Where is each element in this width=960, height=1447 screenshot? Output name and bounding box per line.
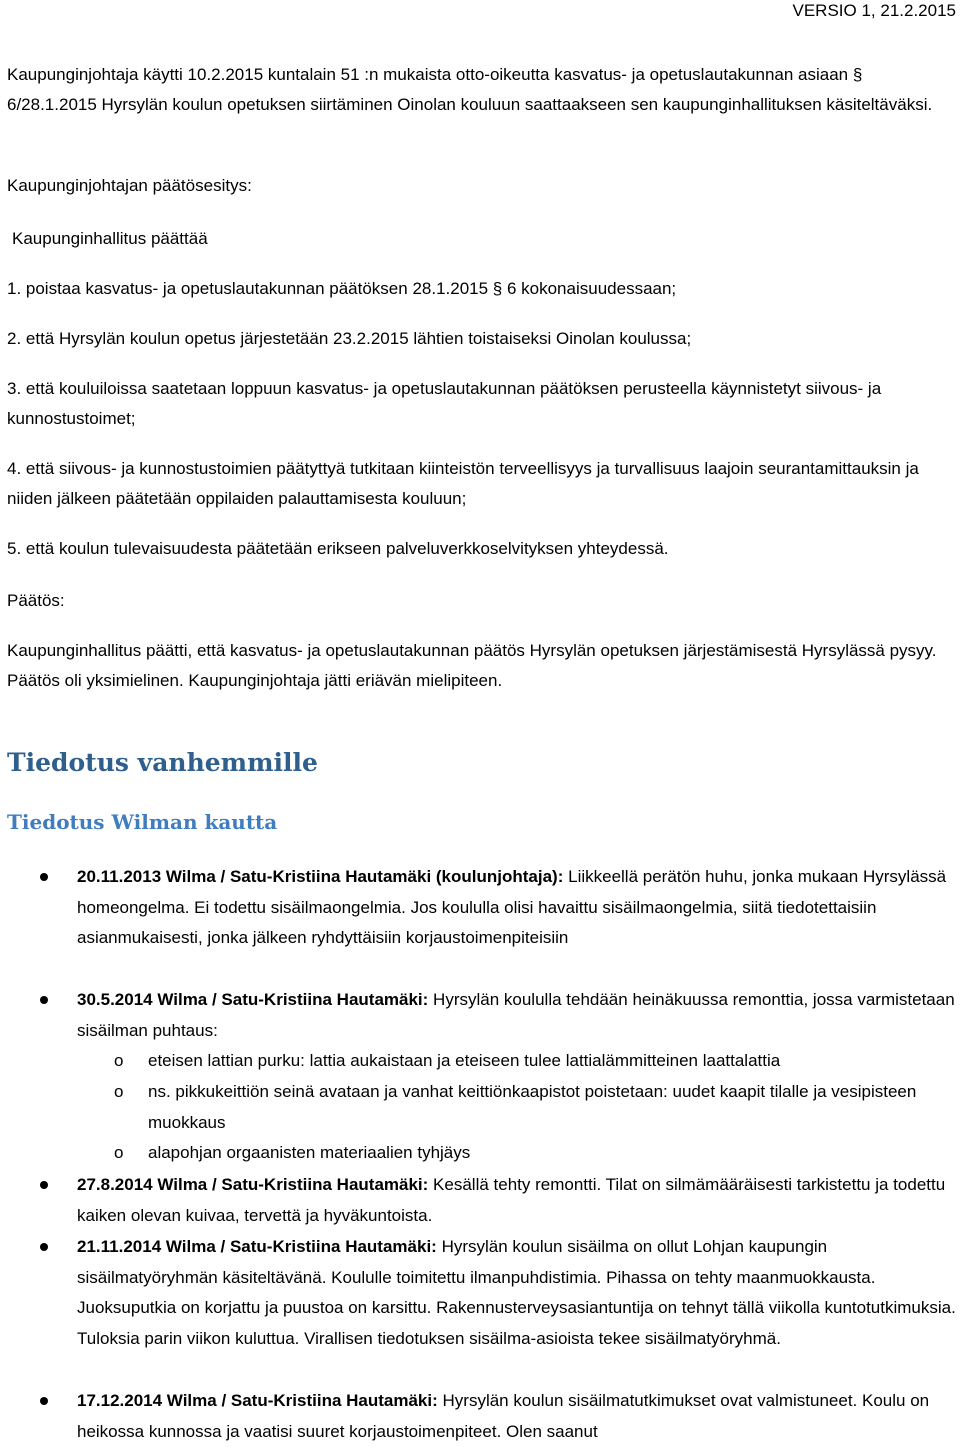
section-subtitle: Tiedotus Wilman kautta bbox=[7, 810, 278, 834]
bullet-heading: 17.12.2014 Wilma / Satu-Kristiina Hautamäki: bbox=[77, 1391, 438, 1410]
bullet-item-5 bbox=[77, 1386, 957, 1447]
bullet-heading: 30.5.2014 Wilma / Satu-Kristiina Hautamäki: bbox=[77, 990, 429, 1009]
bullet-text: Kesällä tehty remontti. Tilat on silmämääräisesti tarkistettu ja todettu kaiken olevan kuivaa, tervettä ja hyväkuntoista. bbox=[77, 1175, 946, 1225]
decision-label: Päätös: bbox=[7, 591, 65, 610]
bullet-text: Hyrsylän koululla tehdään heinäkuussa remonttia, jossa varmistetaan sisäilman puhtaus: bbox=[77, 990, 955, 1040]
bullet-heading: 20.11.2013 Wilma / Satu-Kristiina Hautamäki (koulunjohtaja): bbox=[77, 867, 564, 886]
proposal-item-4: 4. että siivous- ja kunnostustoimien päätyttyä tutkitaan kiinteistön terveellisyys ja turvallisuus laajoin seurantamittauksin ja niiden jälkeen päätetään oppilaiden palauttamisesta kouluun; bbox=[7, 459, 919, 508]
sub-bullet-marker: o bbox=[114, 1051, 124, 1070]
decision-text: Kaupunginhallitus päätti, että kasvatus- ja opetuslautakunnan päätös Hyrsylän opetuksen järjestämisestä Hyrsylässä pysyy. Päätös oli yksimielinen. Kaupunginjohtaja jätti eriävän mielipiteen. bbox=[7, 641, 937, 690]
bullet-dot bbox=[40, 1397, 48, 1405]
sub-item-3: alapohjan orgaanisten materiaalien tyhjäys bbox=[148, 1143, 471, 1162]
version-label: VERSIO 1, 21.2.2015 bbox=[792, 1, 956, 20]
intro-paragraph: Kaupunginjohtaja käytti 10.2.2015 kuntalain 51 :n mukaista otto-oikeutta kasvatus- ja opetuslautakunnan asiaan § 6/28.1.2015 Hyrsylän koulun opetuksen siirtäminen Oinolan kouluun saattaakseen sen kaupunginhallituksen käsiteltäväksi. bbox=[7, 65, 933, 114]
bullet-text: Liikkeellä perätön huhu, jonka mukaan Hyrsylässä homeongelma. Ei todettu sisäilmaongelmia. Jos koululla olisi havaittu sisäilmaongelmia, siitä tiedotettaisiin asianmukaisesti, jonka jälkeen ryhdyttäisiin korjaustoimenpiteisiin bbox=[77, 867, 947, 947]
sub-bullet-marker: o bbox=[114, 1082, 124, 1101]
sub-item-1: eteisen lattian purku: lattia aukaistaan ja eteiseen tulee lattialämmitteinen laattalattia bbox=[148, 1051, 781, 1070]
bullet-dot bbox=[40, 996, 48, 1004]
bullet-dot bbox=[40, 1243, 48, 1251]
section-title: Tiedotus vanhemmille bbox=[7, 748, 318, 777]
bullet-item-1 bbox=[77, 862, 957, 954]
board-decides-label: Kaupunginhallitus päättää bbox=[12, 229, 208, 248]
proposal-item-1: 1. poistaa kasvatus- ja opetuslautakunnan päätöksen 28.1.2015 § 6 kokonaisuudessaan; bbox=[7, 279, 677, 298]
sub-bullet-marker: o bbox=[114, 1143, 124, 1162]
bullet-dot bbox=[40, 873, 48, 881]
proposal-item-2: 2. että Hyrsylän koulun opetus järjestetään 23.2.2015 lähtien toistaiseksi Oinolan koulussa; bbox=[7, 329, 692, 348]
bullet-heading: 27.8.2014 Wilma / Satu-Kristiina Hautamäki: bbox=[77, 1175, 429, 1194]
sub-item-2: ns. pikkukeittiön seinä avataan ja vanhat keittiönkaapistot poistetaan: uudet kaapit tilalle ja vesipisteen muokkaus bbox=[148, 1082, 917, 1132]
bullet-text: Hyrsylän koulun sisäilmatutkimukset ovat valmistuneet. Koulu on heikossa kunnossa ja vaatisi suuret korjaustoimenpiteet. Olen saanut bbox=[77, 1391, 930, 1441]
proposal-item-5: 5. että koulun tulevaisuudesta päätetään erikseen palveluverkkoselvityksen yhteydessä. bbox=[7, 539, 669, 558]
proposal-label: Kaupunginjohtajan päätösesitys: bbox=[7, 176, 252, 195]
proposal-item-3: 3. että kouluiloissa saatetaan loppuun kasvatus- ja opetuslautakunnan päätöksen perusteella käynnistetyt siivous- ja kunnostustoimet; bbox=[7, 379, 882, 428]
bullet-item-3 bbox=[77, 1170, 957, 1231]
bullet-text: Hyrsylän koulun sisäilma on ollut Lohjan kaupungin sisäilmatyöryhmän käsiteltävänä. Koululle toimitettu ilmanpuhdistimia. Pihassa on tehty maanmuokkausta. Juoksuputkia on korjattu ja puustoa on karsittu. Rakennusterveysasiantuntija on tehnyt tällä viikolla kuntotutkimuksia. Tuloksia parin viikon kuluttua. Virallisen tiedotuksen sisäilma-asioista tekee sisäilmatyöryhmä. bbox=[77, 1237, 956, 1348]
bullet-item-4 bbox=[77, 1232, 957, 1354]
bullet-item-2 bbox=[77, 985, 957, 1046]
bullet-dot bbox=[40, 1181, 48, 1189]
bullet-heading: 21.11.2014 Wilma / Satu-Kristiina Hautamäki: bbox=[77, 1237, 437, 1256]
